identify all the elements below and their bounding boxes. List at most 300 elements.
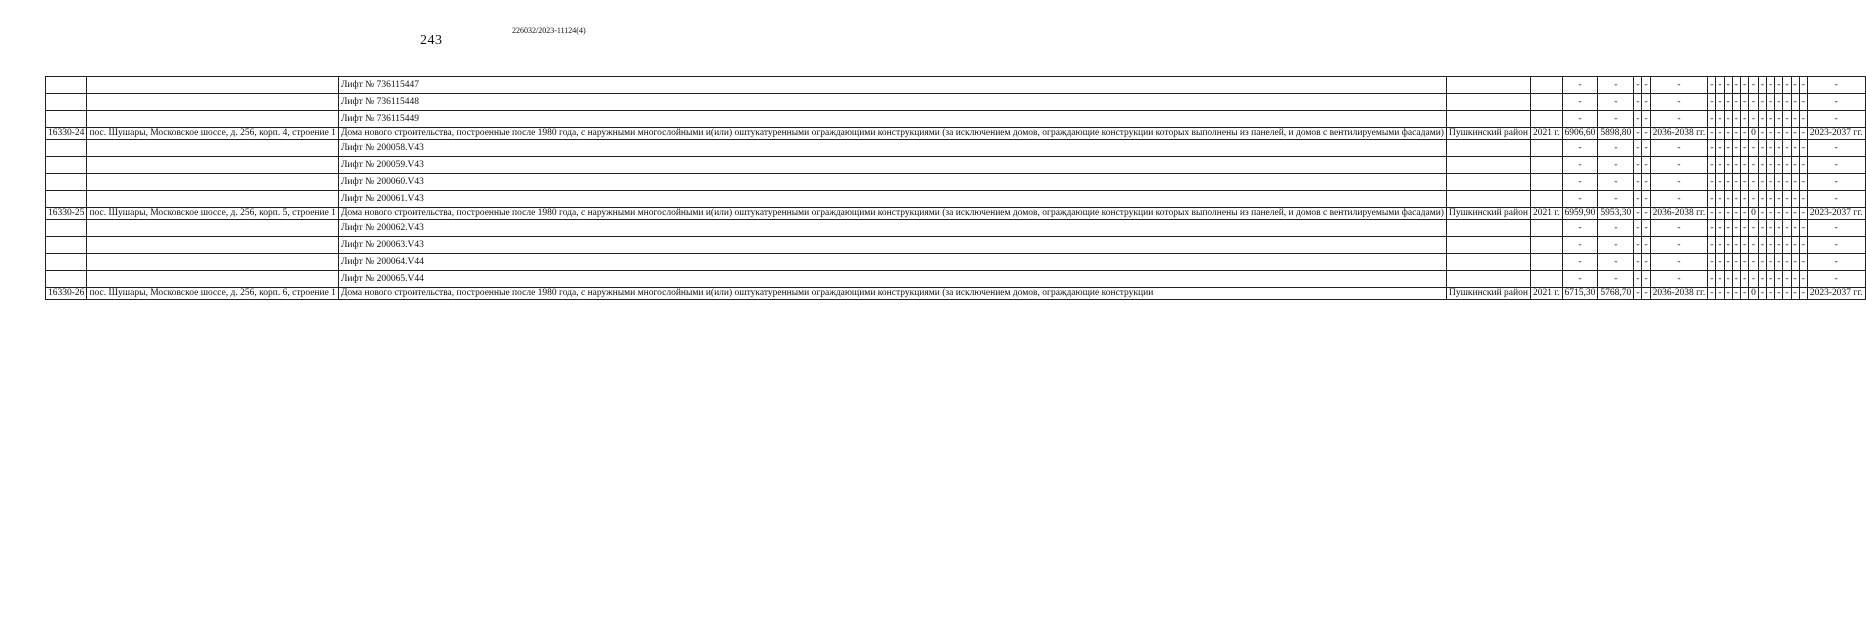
dash-cell: - [1807,174,1865,191]
id-cell [46,237,87,254]
dash-cell: - [1791,254,1799,271]
id-cell [46,191,87,208]
year-cell [1530,237,1562,254]
dash-cell: - [1807,157,1865,174]
dash-cell: - [1740,157,1748,174]
dash-cell: - [1758,237,1766,254]
district-cell [1446,191,1530,208]
year-cell [1530,271,1562,288]
lift-row [46,254,1866,271]
dash-cell: - [1642,271,1650,288]
dash-cell: - [1783,191,1791,208]
dash-cell: - [1634,254,1642,271]
dash-cell: - [1708,271,1716,288]
dash-cell: - [1562,140,1598,157]
dash-cell: - [1716,111,1724,128]
dash-cell: - [1634,237,1642,254]
lift-row [46,174,1866,191]
address-cell [87,157,339,174]
lift-row [46,94,1866,111]
dash-cell: - [1775,191,1783,208]
dash-cell: - [1799,288,1807,300]
year-cell [1530,191,1562,208]
dash-cell: - [1758,208,1766,220]
dash-cell: - [1716,157,1724,174]
dash-cell: - [1708,94,1716,111]
dash-cell: - [1724,94,1732,111]
district-cell [1446,220,1530,237]
dash-cell: - [1749,254,1759,271]
address-cell [87,77,339,94]
dash-cell: - [1791,157,1799,174]
dash-cell: - [1767,271,1775,288]
building-description: Дома нового строительства, построенные после 1980 года, с наружными многослойными и(или) оштукатуренными ограждающими конструкциями (за исключением домов, ограждающие конструкции которых выполнены из панелей, и домов с вентилируемыми фасадами) [338,128,1446,140]
dash-cell: - [1716,128,1724,140]
dash-cell: - [1791,140,1799,157]
dash-cell: - [1767,111,1775,128]
year-cell [1530,254,1562,271]
dash-cell: - [1716,220,1724,237]
dash-cell: - [1650,140,1708,157]
dash-cell: - [1799,111,1807,128]
address-cell [87,111,339,128]
dash-cell: - [1724,237,1732,254]
district-cell [1446,174,1530,191]
dash-cell: - [1740,111,1748,128]
district-cell [1446,111,1530,128]
document-id: 226032/2023-11124(4) [512,26,586,35]
dash-cell: - [1749,111,1759,128]
dash-cell: - [1749,157,1759,174]
dash-cell: - [1634,77,1642,94]
dash-cell: - [1724,271,1732,288]
dash-cell: - [1775,94,1783,111]
dash-cell: - [1767,157,1775,174]
lift-name: Лифт № 200059.V43 [338,157,1446,174]
dash-cell: - [1642,128,1650,140]
area-total: 6906,60 [1562,128,1598,140]
id-cell [46,220,87,237]
dash-cell: - [1791,128,1799,140]
dash-cell: - [1775,128,1783,140]
year-cell [1530,174,1562,191]
address-cell [87,191,339,208]
dash-cell: - [1716,254,1724,271]
dash-cell: - [1642,254,1650,271]
dash-cell: - [1650,191,1708,208]
dash-cell: - [1642,237,1650,254]
dash-cell: - [1807,191,1865,208]
dash-cell: - [1783,174,1791,191]
area-total: 6959,90 [1562,208,1598,220]
register-table [45,76,1866,300]
dash-cell: - [1791,94,1799,111]
dash-cell: - [1799,237,1807,254]
dash-cell: - [1708,254,1716,271]
dash-cell: - [1708,220,1716,237]
dash-cell: - [1716,174,1724,191]
dash-cell: - [1767,191,1775,208]
lift-row [46,77,1866,94]
dash-cell: - [1598,191,1634,208]
dash-cell: - [1634,220,1642,237]
dash-cell: - [1642,220,1650,237]
dash-cell: - [1767,220,1775,237]
dash-cell: - [1775,111,1783,128]
dash-cell: - [1732,140,1740,157]
dash-cell: - [1767,94,1775,111]
dash-cell: - [1598,77,1634,94]
dash-cell: - [1758,271,1766,288]
dash-cell: - [1758,220,1766,237]
building-address: пос. Шушары, Московское шоссе, д. 256, корп. 4, строение 1 [87,128,339,140]
dash-cell: - [1562,220,1598,237]
building-row [46,208,1866,220]
id-cell [46,174,87,191]
building-year: 2021 г. [1530,208,1562,220]
dash-cell: - [1807,111,1865,128]
dash-cell: - [1807,77,1865,94]
dash-cell: - [1783,140,1791,157]
dash-cell: - [1783,288,1791,300]
dash-cell: - [1716,208,1724,220]
building-year: 2021 г. [1530,288,1562,300]
dash-cell: - [1783,111,1791,128]
building-year: 2021 г. [1530,128,1562,140]
lift-row [46,220,1866,237]
dash-cell: - [1642,111,1650,128]
dash-cell: - [1724,254,1732,271]
dash-cell: - [1775,77,1783,94]
lift-name: Лифт № 200065.V44 [338,271,1446,288]
district-cell [1446,140,1530,157]
dash-cell: - [1749,77,1759,94]
lift-name: Лифт № 200058.V43 [338,140,1446,157]
dash-cell: - [1724,128,1732,140]
dash-cell: - [1724,191,1732,208]
area-living: 5953,30 [1598,208,1634,220]
district-cell [1446,237,1530,254]
dash-cell: - [1732,157,1740,174]
building-id: 16330-24 [46,128,87,140]
dash-cell: - [1708,157,1716,174]
id-cell [46,254,87,271]
dash-cell: - [1758,191,1766,208]
lift-name: Лифт № 736115447 [338,77,1446,94]
dash-cell: - [1775,174,1783,191]
building-address: пос. Шушары, Московское шоссе, д. 256, корп. 6, строение 1 [87,288,339,300]
dash-cell: - [1791,220,1799,237]
district-cell [1446,94,1530,111]
dash-cell: - [1634,128,1642,140]
lift-row [46,191,1866,208]
id-cell [46,77,87,94]
dash-cell: - [1716,271,1724,288]
dash-cell: - [1650,254,1708,271]
dash-cell: - [1634,174,1642,191]
area-living: 5768,70 [1598,288,1634,300]
dash-cell: - [1642,157,1650,174]
planned-range: 2023-2037 гг. [1807,288,1865,300]
lift-name: Лифт № 736115448 [338,94,1446,111]
dash-cell: - [1775,208,1783,220]
dash-cell: - [1562,77,1598,94]
building-description: Дома нового строительства, построенные после 1980 года, с наружными многослойными и(или) оштукатуренными ограждающими конструкциями (за исключением домов, ограждающие конструкции [338,288,1446,300]
dash-cell: - [1807,254,1865,271]
dash-cell: - [1598,94,1634,111]
dash-cell: - [1740,254,1748,271]
dash-cell: - [1740,237,1748,254]
dash-cell: - [1724,77,1732,94]
dash-cell: - [1724,288,1732,300]
dash-cell: - [1716,77,1724,94]
dash-cell: - [1767,140,1775,157]
dash-cell: - [1791,77,1799,94]
dash-cell: - [1562,174,1598,191]
building-row [46,128,1866,140]
dash-cell: - [1791,174,1799,191]
address-cell [87,140,339,157]
dash-cell: - [1758,111,1766,128]
dash-cell: - [1767,237,1775,254]
district-cell [1446,77,1530,94]
dash-cell: - [1807,271,1865,288]
dash-cell: - [1708,140,1716,157]
dash-cell: - [1799,140,1807,157]
dash-cell: - [1598,220,1634,237]
dash-cell: - [1642,288,1650,300]
dash-cell: - [1724,208,1732,220]
dash-cell: - [1783,254,1791,271]
dash-cell: - [1740,174,1748,191]
dash-cell: - [1791,271,1799,288]
year-cell [1530,111,1562,128]
dash-cell: - [1799,220,1807,237]
lift-name: Лифт № 200060.V43 [338,174,1446,191]
address-cell [87,237,339,254]
dash-cell: - [1650,220,1708,237]
dash-cell: - [1740,288,1748,300]
dash-cell: - [1767,174,1775,191]
dash-cell: - [1740,94,1748,111]
dash-cell: - [1799,128,1807,140]
dash-cell: - [1749,191,1759,208]
dash-cell: - [1732,128,1740,140]
id-cell [46,157,87,174]
dash-cell: - [1740,220,1748,237]
dash-cell: - [1740,77,1748,94]
building-address: пос. Шушары, Московское шоссе, д. 256, корп. 5, строение 1 [87,208,339,220]
dash-cell: - [1767,288,1775,300]
lift-name: Лифт № 200061.V43 [338,191,1446,208]
building-row [46,288,1866,300]
address-cell [87,254,339,271]
dash-cell: - [1799,191,1807,208]
dash-cell: - [1732,191,1740,208]
dash-cell: - [1598,140,1634,157]
address-cell [87,271,339,288]
dash-cell: - [1791,237,1799,254]
dash-cell: - [1758,77,1766,94]
building-id: 16330-26 [46,288,87,300]
dash-cell: - [1791,208,1799,220]
area-living: 5898,80 [1598,128,1634,140]
dash-cell: - [1740,128,1748,140]
dash-cell: - [1642,208,1650,220]
dash-cell: - [1732,237,1740,254]
dash-cell: - [1634,271,1642,288]
dash-cell: - [1783,77,1791,94]
lift-row [46,157,1866,174]
dash-cell: - [1791,111,1799,128]
dash-cell: - [1732,94,1740,111]
dash-cell: - [1598,237,1634,254]
dash-cell: - [1562,111,1598,128]
area-total: 6715,30 [1562,288,1598,300]
dash-cell: - [1634,191,1642,208]
dash-cell: - [1775,140,1783,157]
dash-cell: - [1642,191,1650,208]
dash-cell: - [1650,237,1708,254]
dash-cell: - [1749,237,1759,254]
dash-cell: - [1783,208,1791,220]
zero-cell: 0 [1749,208,1759,220]
dash-cell: - [1642,77,1650,94]
dash-cell: - [1562,191,1598,208]
year-cell [1530,140,1562,157]
dash-cell: - [1799,174,1807,191]
dash-cell: - [1716,140,1724,157]
dash-cell: - [1708,191,1716,208]
dash-cell: - [1767,254,1775,271]
dash-cell: - [1758,128,1766,140]
district-cell [1446,271,1530,288]
dash-cell: - [1642,174,1650,191]
dash-cell: - [1799,271,1807,288]
repair-period: 2036-2038 гг. [1650,208,1708,220]
dash-cell: - [1732,111,1740,128]
dash-cell: - [1783,94,1791,111]
id-cell [46,271,87,288]
dash-cell: - [1650,77,1708,94]
dash-cell: - [1783,220,1791,237]
dash-cell: - [1650,157,1708,174]
dash-cell: - [1775,237,1783,254]
dash-cell: - [1634,288,1642,300]
dash-cell: - [1732,254,1740,271]
dash-cell: - [1799,77,1807,94]
dash-cell: - [1650,271,1708,288]
dash-cell: - [1562,94,1598,111]
dash-cell: - [1807,140,1865,157]
dash-cell: - [1767,77,1775,94]
dash-cell: - [1740,208,1748,220]
dash-cell: - [1783,128,1791,140]
address-cell [87,174,339,191]
dash-cell: - [1799,94,1807,111]
dash-cell: - [1716,288,1724,300]
dash-cell: - [1740,271,1748,288]
dash-cell: - [1562,271,1598,288]
dash-cell: - [1708,77,1716,94]
dash-cell: - [1807,94,1865,111]
dash-cell: - [1716,237,1724,254]
dash-cell: - [1562,157,1598,174]
year-cell [1530,94,1562,111]
dash-cell: - [1767,208,1775,220]
planned-range: 2023-2037 гг. [1807,208,1865,220]
id-cell [46,94,87,111]
dash-cell: - [1642,94,1650,111]
dash-cell: - [1791,191,1799,208]
year-cell [1530,157,1562,174]
dash-cell: - [1732,208,1740,220]
dash-cell: - [1634,140,1642,157]
dash-cell: - [1598,111,1634,128]
lift-name: Лифт № 200063.V43 [338,237,1446,254]
dash-cell: - [1724,111,1732,128]
dash-cell: - [1716,94,1724,111]
zero-cell: 0 [1749,288,1759,300]
dash-cell: - [1634,94,1642,111]
dash-cell: - [1775,254,1783,271]
dash-cell: - [1732,288,1740,300]
dash-cell: - [1758,288,1766,300]
dash-cell: - [1716,191,1724,208]
dash-cell: - [1807,220,1865,237]
dash-cell: - [1807,237,1865,254]
dash-cell: - [1708,111,1716,128]
page-number: 243 [420,33,443,48]
year-cell [1530,77,1562,94]
dash-cell: - [1724,140,1732,157]
dash-cell: - [1783,157,1791,174]
dash-cell: - [1598,254,1634,271]
lift-row [46,111,1866,128]
address-cell [87,220,339,237]
lift-name: Лифт № 200062.V43 [338,220,1446,237]
address-cell [87,94,339,111]
id-cell [46,111,87,128]
dash-cell: - [1708,288,1716,300]
district-cell [1446,157,1530,174]
dash-cell: - [1642,140,1650,157]
dash-cell: - [1634,111,1642,128]
dash-cell: - [1783,237,1791,254]
dash-cell: - [1732,174,1740,191]
building-district: Пушкинский район [1446,208,1530,220]
dash-cell: - [1749,174,1759,191]
dash-cell: - [1634,157,1642,174]
dash-cell: - [1775,271,1783,288]
dash-cell: - [1758,94,1766,111]
building-district: Пушкинский район [1446,288,1530,300]
dash-cell: - [1775,220,1783,237]
dash-cell: - [1708,237,1716,254]
dash-cell: - [1749,220,1759,237]
repair-period: 2036-2038 гг. [1650,288,1708,300]
lift-row [46,140,1866,157]
repair-period: 2036-2038 гг. [1650,128,1708,140]
building-id: 16330-25 [46,208,87,220]
dash-cell: - [1749,271,1759,288]
dash-cell: - [1708,174,1716,191]
planned-range: 2023-2037 гг. [1807,128,1865,140]
building-district: Пушкинский район [1446,128,1530,140]
dash-cell: - [1598,174,1634,191]
dash-cell: - [1758,140,1766,157]
dash-cell: - [1724,157,1732,174]
